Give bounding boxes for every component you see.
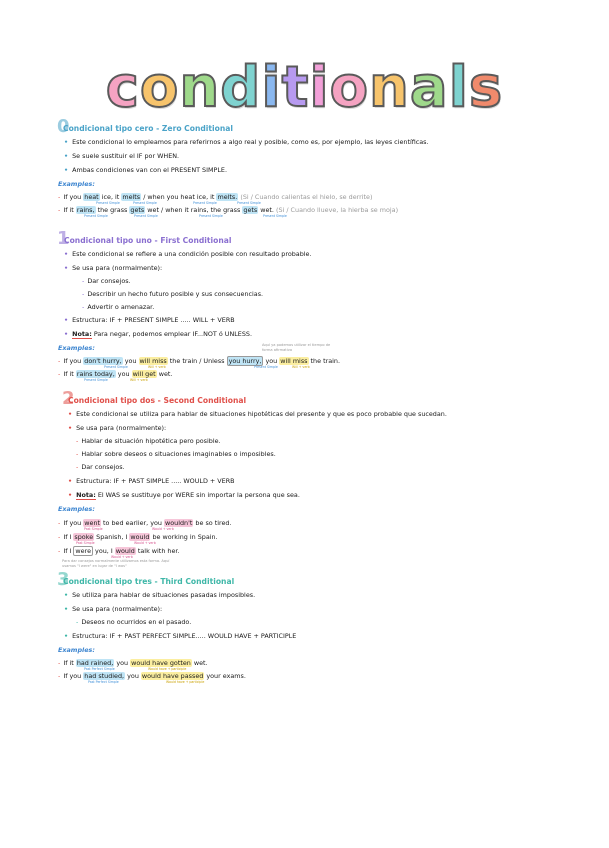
- title-letter: s: [468, 55, 504, 120]
- tag-zero-2c: Present Simple: [199, 214, 223, 218]
- bullet-third-1: • Se utiliza para hablar de situaciones pasadas imposibles.: [64, 591, 256, 599]
- section-number-two: 2: [62, 388, 75, 409]
- bullet-zero-2: • Se suele sustituir el IF por WHEN.: [64, 152, 180, 160]
- tag-first-1b: Will + verb: [148, 365, 166, 369]
- examples-label-third: Examples:: [58, 646, 95, 654]
- bullet-first-3: • Estructura: IF + PRESENT SIMPLE ..... WILL + VERB: [64, 316, 235, 324]
- title-letter: i: [261, 55, 282, 120]
- tag-zero-1c: Present Simple: [193, 201, 217, 205]
- dash-first-2: - Describir un hecho futuro posible y sus consecuencias.: [82, 290, 264, 298]
- tag-second-2a: Past Simple: [76, 541, 95, 545]
- page-title: [0, 55, 609, 120]
- title-letter: o: [139, 55, 180, 120]
- example-zero-2: - If it rains, the grass gets wet / when it rains, the grass gets wet. (Si / Cuando llueve, la hierba se moja): [58, 206, 399, 214]
- tag-second-2b: Would + verb: [134, 541, 156, 545]
- example-third-1: - If it had rained, you would have gotten wet.: [58, 659, 208, 667]
- heading-third-conditional: Condicional tipo tres - Third Conditional: [63, 577, 235, 586]
- tag-zero-1d: Present Simple: [237, 201, 261, 205]
- dash-first-1: - Dar consejos.: [82, 277, 131, 285]
- example-second-2: - If I spoke Spanish, I would be working in Spain.: [58, 533, 218, 541]
- heading-first-conditional: Condicional tipo uno - First Conditional: [64, 236, 232, 245]
- title-letter: n: [179, 55, 221, 120]
- tag-third-1a: Past Perfect Simple: [84, 667, 115, 671]
- bullet-second-4: • Nota: El WAS se sustituye por WERE sin importar la persona que sea.: [68, 491, 300, 499]
- example-first-2: - If it rains today, you will get wet.: [58, 370, 173, 378]
- tag-second-1a: Past Simple: [84, 527, 103, 531]
- dash-third-1: - Deseos no ocurridos en el pasado.: [76, 618, 192, 626]
- bullet-second-2: • Se usa para (normalmente):: [68, 424, 167, 432]
- tag-zero-2b: Present Simple: [134, 214, 158, 218]
- bullet-third-2: • Se usa para (normalmente):: [64, 605, 163, 613]
- bullet-zero-3: • Ambas condiciones van con el PRESENT SIMPLE.: [64, 166, 227, 174]
- bullet-first-4: • Nota: Para negar, podemos emplear IF...NOT ó UNLESS.: [64, 330, 252, 338]
- note-first: Aquí ya podemos utilizar el tiempo de forma afirmativa: [262, 343, 331, 352]
- heading-zero-conditional: Condicional tipo cero - Zero Conditional: [63, 124, 233, 133]
- title-letter: l: [448, 55, 469, 120]
- title-letter: d: [220, 55, 262, 120]
- example-first-1: - If you don't hurry, you will miss the train / Unless you hurry, you will miss the train.: [58, 357, 340, 365]
- title-letter: n: [369, 55, 410, 120]
- tag-third-2a: Past Perfect Simple: [88, 680, 119, 684]
- tag-first-1a: Present Simple: [104, 365, 128, 369]
- tag-third-1b: Would have + participle: [148, 667, 187, 671]
- tag-zero-1b: Present Simple: [133, 201, 157, 205]
- bullet-first-2: • Se usa para (normalmente):: [64, 264, 163, 272]
- example-second-3: - If I were you, I would talk with her.: [58, 547, 180, 555]
- tag-first-1c: Present Simple: [254, 365, 278, 369]
- title-letter: o: [329, 55, 370, 120]
- examples-label-first: Examples:: [58, 344, 95, 352]
- dash-second-1: - Hablar de situación hipotética pero posible.: [76, 437, 221, 445]
- bullet-second-3: • Estructura: IF + PAST SIMPLE ..... WOULD + VERB: [68, 477, 235, 485]
- example-second-1: - If you went to bed earlier, you wouldn't be so tired.: [58, 519, 232, 527]
- bullet-zero-1: • Este condicional lo empleamos para referirnos a algo real y posible, como es, por ejemplo, las leyes científicas.: [64, 138, 429, 146]
- tag-first-2b: Will + verb: [130, 378, 148, 382]
- example-third-2: - If you had studied, you would have passed your exams.: [58, 672, 246, 680]
- dash-second-3: - Dar consejos.: [76, 463, 125, 471]
- section-number-zero: 0: [57, 116, 70, 137]
- section-number-one: 1: [57, 228, 70, 249]
- dash-first-3: - Advertir o amenazar.: [82, 303, 155, 311]
- title-letter: c: [105, 55, 140, 120]
- tag-zero-2a: Present Simple: [84, 214, 108, 218]
- example-zero-1: - If you heat ice, it melts / when you heat ice, it melts. (Si / Cuando calientas el hielo, se derrite): [58, 193, 373, 201]
- bullet-first-1: • Este condicional se refiere a una condición posible con resultado probable.: [64, 250, 312, 258]
- tag-zero-1a: Present Simple: [96, 201, 120, 205]
- examples-label-second: Examples:: [58, 505, 95, 513]
- tag-second-1b: Would + verb: [152, 527, 174, 531]
- note-second: Para dar consejos normalmente utilizamos esta forma. Aquí usamos "I were" en lugar de "I was": [62, 559, 170, 568]
- bullet-third-3: • Estructura: IF + PAST PERFECT SIMPLE..... WOULD HAVE + PARTICIPLE: [64, 632, 297, 640]
- title-letter: i: [309, 55, 330, 120]
- title-letter: t: [281, 55, 310, 120]
- examples-label-zero: Examples:: [58, 180, 95, 188]
- heading-second-conditional: Condicional tipo dos - Second Conditional: [68, 396, 247, 405]
- dash-second-2: - Hablar sobre deseos o situaciones imaginables o imposibles.: [76, 450, 276, 458]
- tag-first-1d: Will + verb: [292, 365, 310, 369]
- section-number-three: 3: [57, 569, 70, 590]
- tag-first-2a: Present Simple: [84, 378, 108, 382]
- tag-zero-2d: Present Simple: [263, 214, 287, 218]
- bullet-second-1: • Este condicional se utiliza para hablar de situaciones hipotéticas del presente y que es poco probable que sucedan.: [68, 410, 447, 418]
- tag-second-3b: Would + verb: [111, 555, 133, 559]
- title-letter: a: [409, 55, 449, 120]
- tag-third-2b: Would have + participle: [166, 680, 205, 684]
